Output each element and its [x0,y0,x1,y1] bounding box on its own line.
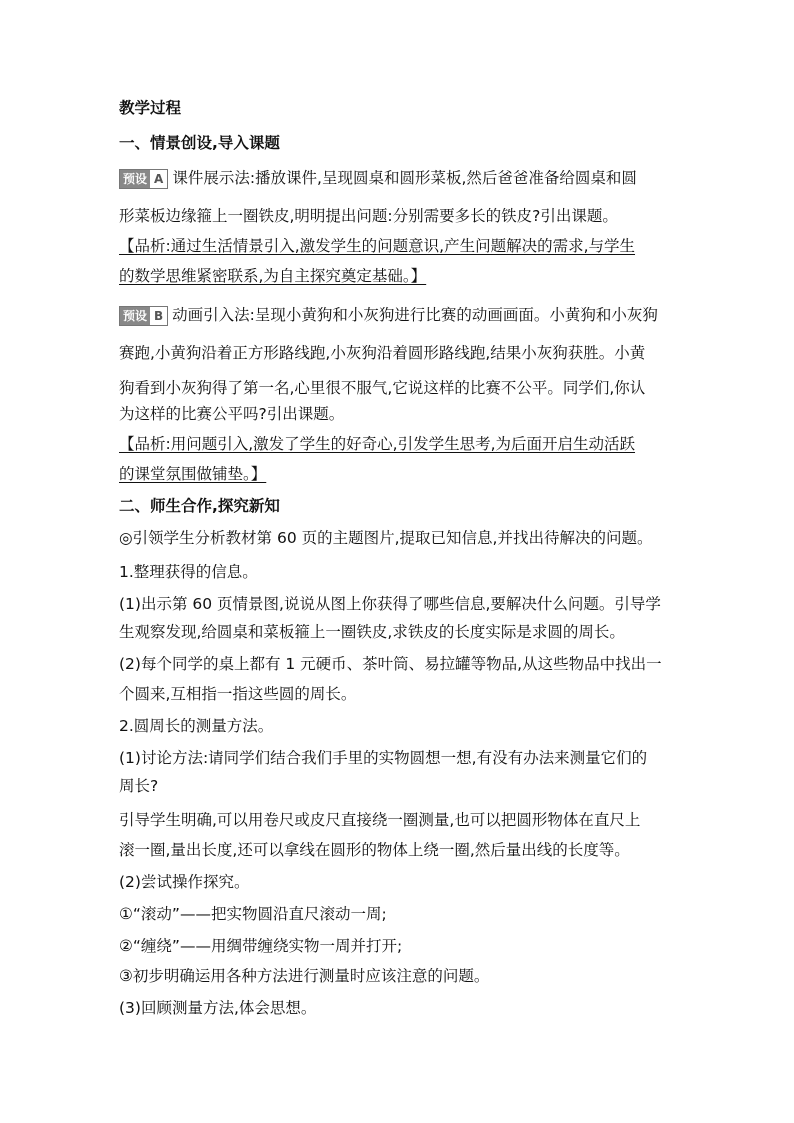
preset-b-analysis-line2: 的课堂氛围做铺垫。】 [119,465,267,483]
section2-line: 1.整理获得的信息。 [119,563,258,581]
section2-line: 引导学生明确,可以用卷尺或皮尺直接绕一圈测量,也可以把圆形物体在直尺上 [119,811,641,829]
preset-b-line1: 预设 B 动画引入法:呈现小黄狗和小灰狗进行比赛的动画画面。小黄狗和小灰狗 [119,305,658,326]
section2-line: ◎引领学生分析教材第 60 页的主题图片,提取已知信息,并找出待解决的问题。 [119,529,653,547]
section2-line: (1)讨论方法:请同学们结合我们手里的实物圆想一想,有没有办法来测量它们的 [119,749,648,767]
section2-line: ①“滚动”——把实物圆沿直尺滚动一周; [119,905,387,923]
section2-line: 2.圆周长的测量方法。 [119,717,274,735]
preset-b-analysis-line1: 【品析:用问题引入,激发了学生的好奇心,引发学生思考,为后面开启生动活跃 [119,435,636,453]
section1-title: 一、情景创设,导入课题 [119,134,280,152]
section2-line: (2)尝试操作探究。 [119,873,250,891]
section2-line: ②“缠绕”——用绸带缠绕实物一周并打开; [119,937,403,955]
preset-b-line4: 为这样的比赛公平吗?引出课题。 [119,405,345,423]
preset-a-line2: 形菜板边缘箍上一圈铁皮,明明提出问题:分别需要多长的铁皮?引出课题。 [119,207,618,225]
section2-line: ③初步明确运用各种方法进行测量时应该注意的问题。 [119,967,490,985]
preset-a-analysis-line2: 的数学思维紧密联系,为自主探究奠定基础。】 [119,267,427,285]
section2-line: 周长? [119,777,159,795]
preset-a-analysis-line1: 【品析:通过生活情景引入,激发学生的问题意识,产生问题解决的需求,与学生 [119,237,636,255]
preset-b-line3: 狗看到小灰狗得了第一名,心里很不服气,它说这样的比赛不公平。同学们,你认 [119,379,646,397]
section2-title: 二、师生合作,探究新知 [119,497,280,515]
section2-line: 个圆来,互相指一指这些圆的周长。 [119,685,357,703]
section2-line: 滚一圈,量出长度,还可以拿线在圆形的物体上绕一圈,然后量出线的长度等。 [119,841,630,859]
section2-line: 生观察发现,给圆桌和菜板箍上一圈铁皮,求铁皮的长度实际是求圆的周长。 [119,623,625,641]
section2-line: (1)出示第 60 页情景图,说说从图上你获得了哪些信息,要解决什么问题。引导学 [119,595,661,613]
preset-a-badge: 预设 A [119,169,168,189]
preset-a-line1: 预设 A 课件展示法:播放课件,呈现圆桌和圆形菜板,然后爸爸准备给圆桌和圆 [119,168,637,189]
preset-b-badge: 预设 B [119,306,168,326]
page-heading: 教学过程 [119,99,182,117]
section2-line: (3)回顾测量方法,体会思想。 [119,999,317,1017]
section2-line: (2)每个同学的桌上都有 1 元硬币、茶叶筒、易拉罐等物品,从这些物品中找出一 [119,655,662,673]
preset-b-line2: 赛跑,小黄狗沿着正方形路线跑,小灰狗沿着圆形路线跑,结果小灰狗获胜。小黄 [119,344,646,362]
